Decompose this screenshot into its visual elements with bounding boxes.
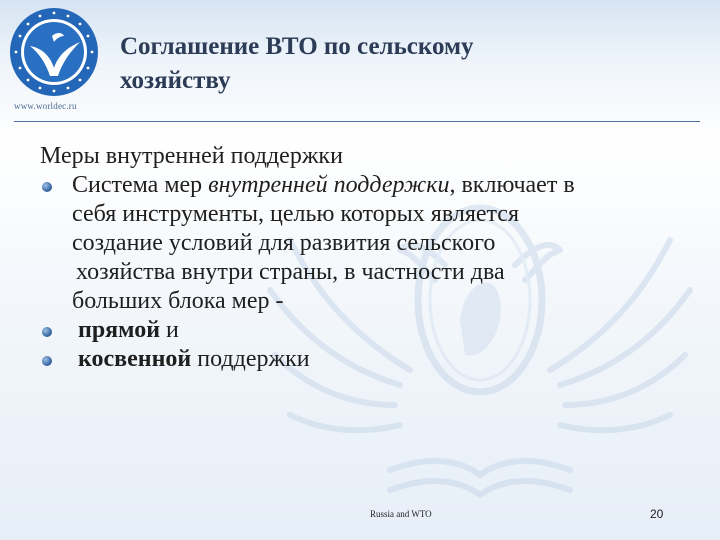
bullet-item-3-bold: косвенной (78, 346, 192, 372)
logo-emblem-icon (8, 6, 100, 98)
bullet-item-2-bold: прямой (78, 317, 161, 343)
section-heading: Меры внутренней поддержки (40, 143, 343, 169)
bullet-item-1-line-1 (72, 171, 700, 200)
bullet-item-1-line-4: хозяйства внутри страны, в частности два (76, 259, 505, 285)
bullet-item-3-line (72, 345, 700, 374)
bullet-item-1-line-5: больших блока мер - (72, 288, 284, 314)
bullet-item-1-line-3: создание условий для развития сельского (72, 230, 496, 256)
bullet-item-1-text-a: Система мер (72, 172, 209, 198)
bullet-item-1-italic: внутренней поддержки (208, 172, 450, 198)
bullet-item-2-line (72, 316, 700, 345)
logo-url: www.worldec.ru (14, 101, 77, 111)
title-divider (14, 121, 700, 122)
footer-text: Russia and WTO (370, 509, 432, 519)
bullet-item-1-text-b: , включает в (449, 172, 575, 198)
bullet-item-2 (40, 316, 700, 345)
title-line-2: хозяйству (120, 67, 231, 94)
bullet-item-3-text: поддержки (191, 346, 310, 372)
page-title (120, 30, 680, 98)
slide-body (40, 142, 700, 374)
bullet-icon (42, 356, 52, 366)
bullet-item-3 (40, 345, 700, 374)
bullet-icon (42, 327, 52, 337)
bullet-item-2-text: и (160, 317, 179, 343)
bullet-icon (42, 182, 52, 192)
title-line-1: Соглашение ВТО по сельскому (120, 33, 474, 60)
bullet-item-1 (40, 171, 700, 316)
bullet-item-1-line-2: себя инструменты, целью которых является (72, 201, 519, 227)
page-number: 20 (650, 507, 664, 521)
